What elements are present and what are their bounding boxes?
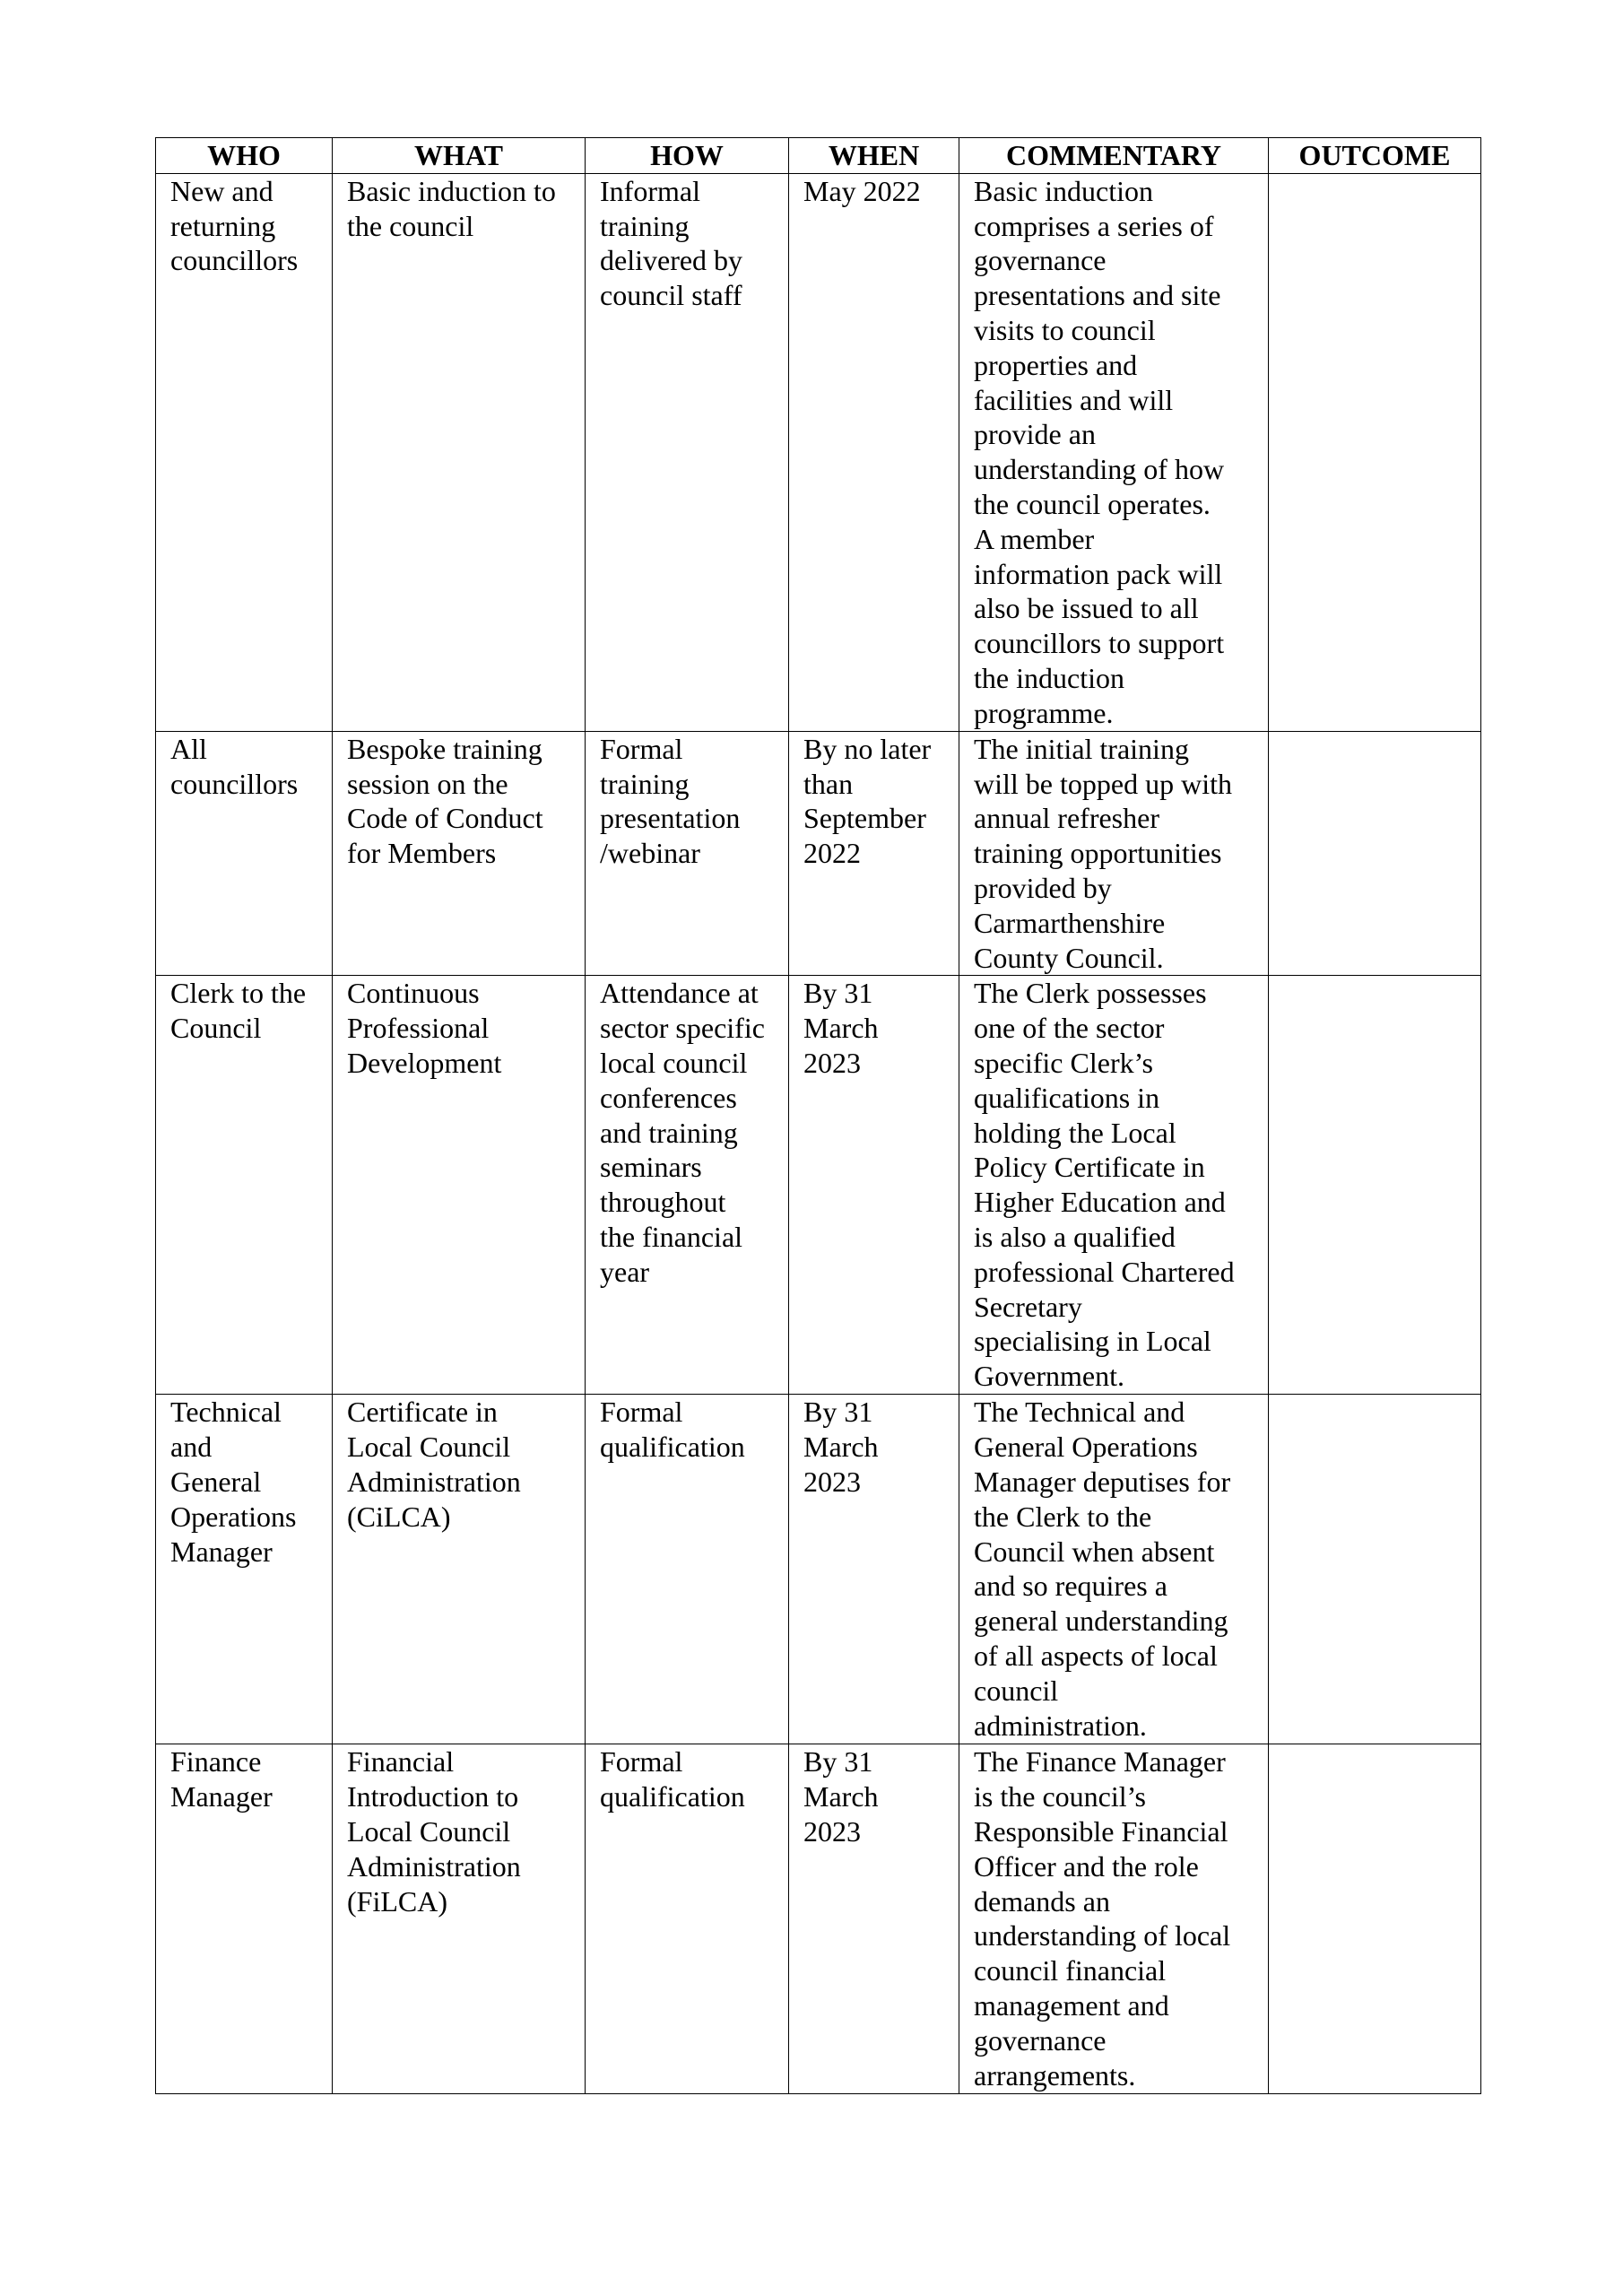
- header-commentary: COMMENTARY: [959, 138, 1269, 174]
- cell-commentary: The initial training will be topped up with annual refresher training opportunities provided by Carmarthenshire County Council.: [959, 731, 1269, 976]
- table-row: [156, 731, 1481, 976]
- cell-who: New and returning councillors: [156, 173, 333, 731]
- cell-when: By 31 March 2023: [789, 1395, 959, 1744]
- cell-commentary: The Technical and General Operations Manager deputises for the Clerk to the Council when absent and so requires a general understanding of all aspects of local council administration.: [959, 1395, 1269, 1744]
- cell-when: By 31 March 2023: [789, 1744, 959, 2094]
- cell-outcome: [1269, 1395, 1481, 1744]
- cell-commentary: The Finance Manager is the council’s Responsible Financial Officer and the role demands an understanding of local council financial management and governance arrangements.: [959, 1744, 1269, 2094]
- cell-outcome: [1269, 1744, 1481, 2094]
- cell-who: All councillors: [156, 731, 333, 976]
- cell-how: Attendance at sector specific local council conferences and training seminars throughout the financial year: [586, 976, 789, 1395]
- cell-commentary: Basic induction comprises a series of governance presentations and site visits to council properties and facilities and will provide an understanding of how the council operates. A member information pack will also be issued to all councillors to support the induction programme.: [959, 173, 1269, 731]
- cell-outcome: [1269, 976, 1481, 1395]
- header-outcome: OUTCOME: [1269, 138, 1481, 174]
- cell-what: Continuous Professional Development: [333, 976, 586, 1395]
- header-what: WHAT: [333, 138, 586, 174]
- header-when: WHEN: [789, 138, 959, 174]
- cell-commentary: The Clerk possesses one of the sector specific Clerk’s qualifications in holding the Local Policy Certificate in Higher Education and is also a qualified professional Chartered Secretary specialising in Local Government.: [959, 976, 1269, 1395]
- table-row: [156, 976, 1481, 1395]
- cell-who: Clerk to the Council: [156, 976, 333, 1395]
- cell-how: Informal training delivered by council staff: [586, 173, 789, 731]
- table-header-row: [156, 138, 1481, 174]
- cell-when: By no later than September 2022: [789, 731, 959, 976]
- cell-what: Basic induction to the council: [333, 173, 586, 731]
- header-who: WHO: [156, 138, 333, 174]
- cell-what: Financial Introduction to Local Council Administration (FiLCA): [333, 1744, 586, 2094]
- training-plan-table: [155, 137, 1481, 2094]
- cell-what: Bespoke training session on the Code of Conduct for Members: [333, 731, 586, 976]
- cell-who: Technical and General Operations Manager: [156, 1395, 333, 1744]
- cell-outcome: [1269, 173, 1481, 731]
- cell-what: Certificate in Local Council Administration (CiLCA): [333, 1395, 586, 1744]
- cell-how: Formal qualification: [586, 1744, 789, 2094]
- cell-how: Formal qualification: [586, 1395, 789, 1744]
- cell-when: May 2022: [789, 173, 959, 731]
- table-row: [156, 173, 1481, 731]
- cell-outcome: [1269, 731, 1481, 976]
- cell-how: Formal training presentation /webinar: [586, 731, 789, 976]
- table-row: [156, 1744, 1481, 2094]
- table-row: [156, 1395, 1481, 1744]
- cell-who: Finance Manager: [156, 1744, 333, 2094]
- cell-when: By 31 March 2023: [789, 976, 959, 1395]
- header-how: HOW: [586, 138, 789, 174]
